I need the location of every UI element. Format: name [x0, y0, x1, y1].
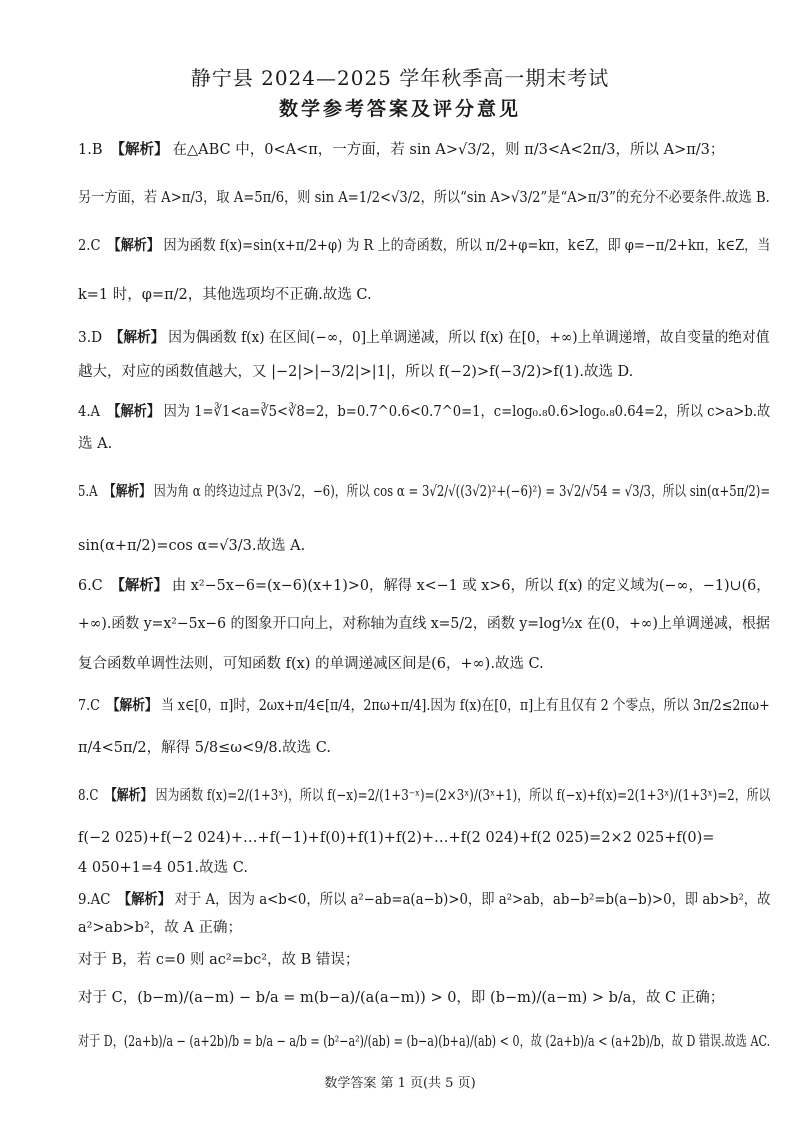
item-3-line-1: [78, 326, 770, 350]
item-text: 因为函数 f(x)=2/(1+3ˣ)，所以 f(−x)=2/(1+3⁻ˣ)=(2×3ˣ)/(3ˣ+1)，所以 f(−x)+f(x)=2(1+3ˣ)/(1+3ˣ)=2，所以: [155, 788, 771, 804]
item-1-line-1: [78, 138, 762, 162]
analysis-tag: 【解析】: [107, 403, 161, 420]
item-text: 因为函数 f(x)=sin(x+π/2+φ) 为 R 上的奇函数，所以 π/2+φ=kπ，k∈Z，即 φ=−π/2+kπ，k∈Z，当: [163, 238, 771, 254]
analysis-tag: 【解析】: [104, 787, 153, 804]
analysis-tag: 【解析】: [110, 577, 168, 594]
item-2-line-2: k=1 时，φ=π/2，其他选项均不正确.故选 C.: [78, 287, 372, 303]
page-title: 静宁县 2024—2025 学年秋季高一期末考试: [190, 66, 610, 90]
item-9-line-2: a²>ab>b²，故 A 正确；: [78, 920, 242, 936]
analysis-tag: 【解析】: [106, 697, 158, 714]
analysis-tag: 【解析】: [117, 891, 171, 908]
item-9-line-4: 对于 C，(b−m)/(a−m) − b/a = m(b−a)/(a(a−m)) > 0，即 (b−m)/(a−m) > b/a，故 C 正确；: [78, 990, 725, 1006]
item-text: 由 x²−5x−6=(x−6)(x+1)>0，解得 x<−1 或 x>6，所以 f(x) 的定义域为(−∞，−1)∪(6，: [171, 578, 771, 594]
item-5-line-1: [78, 480, 771, 504]
item-number: 8.C: [78, 788, 99, 804]
item-6-line-2: +∞).函数 y=x²−5x−6 的图象开口向上，对称轴为直线 x=5/2，函数 y=log½x 在(0，+∞)上单调递减，根据: [78, 616, 770, 632]
item-number: 1.B: [78, 142, 103, 158]
item-number: 6.C: [78, 578, 103, 594]
item-text: 在△ABC 中，0<A<π，一方面，若 sin A>√3/2，则 π/3<A<2π/3，所以 A>π/3；: [172, 142, 725, 158]
item-text: 因为 1=∛1<a=∛5<∛8=2，b=0.7^0.6<0.7^0=1，c=log₀.₈0.6>log₀.₈0.64=2，所以 c>a>b.故: [163, 404, 771, 420]
item-1-line-2: 另一方面，若 A>π/3，取 A=5π/6，则 sin A=1/2<√3/2，所以“sin A>√3/2”是“A>π/3”的充分不必要条件.故选 B.: [78, 190, 770, 206]
item-7-line-1: [78, 694, 770, 718]
item-5-line-2: sin(α+π/2)=cos α=√3/3.故选 A.: [78, 538, 306, 554]
item-4-line-1: [78, 400, 771, 424]
analysis-tag: 【解析】: [109, 329, 165, 346]
analysis-tag: 【解析】: [107, 237, 160, 254]
item-4-line-2: 选 A.: [78, 436, 113, 452]
page-subtitle: 数学参考答案及评分意见: [278, 98, 521, 120]
analysis-tag: 【解析】: [110, 141, 169, 158]
item-9-line-1: [78, 888, 771, 912]
item-7-line-2: π/4<5π/2，解得 5/8≤ω<9/8.故选 C.: [78, 740, 331, 756]
item-number: 5.A: [78, 484, 98, 500]
item-number: 4.A: [78, 404, 101, 420]
item-8-line-2: f(−2 025)+f(−2 024)+…+f(−1)+f(0)+f(1)+f(2)+…+f(2 024)+f(2 025)=2×2 025+f(0)=: [78, 830, 715, 846]
item-9-line-3: 对于 B，若 c=0 则 ac²=bc²，故 B 错误；: [78, 952, 360, 968]
item-number: 7.C: [78, 698, 100, 714]
item-6-line-1: [78, 574, 771, 598]
item-6-line-3: 复合函数单调性法则，可知函数 f(x) 的单调递减区间是(6，+∞).故选 C.: [78, 656, 544, 672]
item-number: 3.D: [78, 330, 103, 346]
item-8-line-1: [78, 784, 771, 808]
item-number: 2.C: [78, 238, 101, 254]
analysis-tag: 【解析】: [104, 483, 151, 500]
item-number: 9.AC: [78, 892, 111, 908]
page-footer: 数学答案 第 1 页(共 5 页): [324, 1076, 476, 1091]
item-text: 因为角 α 的终边过点 P(3√2，−6)，所以 cos α = 3√2/√((3√2)²+(−6)²) = 3√2/√54 = √3/3，所以 sin(α+5π/2)=: [154, 484, 771, 500]
item-text: 对于 A，因为 a<b<0，所以 a²−ab=a(a−b)>0，即 a²>ab，ab−b²=b(a−b)>0，即 ab>b²，故: [174, 892, 771, 908]
item-9-line-5: 对于 D，(2a+b)/a − (a+2b)/b = b/a − a/b = (b²−a²)/(ab) = (b−a)(b+a)/(ab) < 0，故 (2a+b)/a < (a+2b)/b，故 D 错误.故选 AC.: [78, 1034, 771, 1050]
item-3-line-2: 越大，对应的函数值越大，又 |−2|>|−3/2|>|1|，所以 f(−2)>f(−3/2)>f(1).故选 D.: [78, 364, 634, 380]
item-2-line-1: [78, 234, 771, 258]
item-text: 因为偶函数 f(x) 在区间(−∞，0]上单调递减，所以 f(x) 在[0，+∞)上单调递增，故自变量的绝对值: [168, 330, 770, 346]
item-8-line-3: 4 050+1=4 051.故选 C.: [78, 860, 248, 876]
item-text: 当 x∈[0，π]时，2ωx+π/4∈[π/4，2πω+π/4].因为 f(x)在[0，π]上有且仅有 2 个零点，所以 3π/2≤2πω+: [161, 698, 770, 714]
